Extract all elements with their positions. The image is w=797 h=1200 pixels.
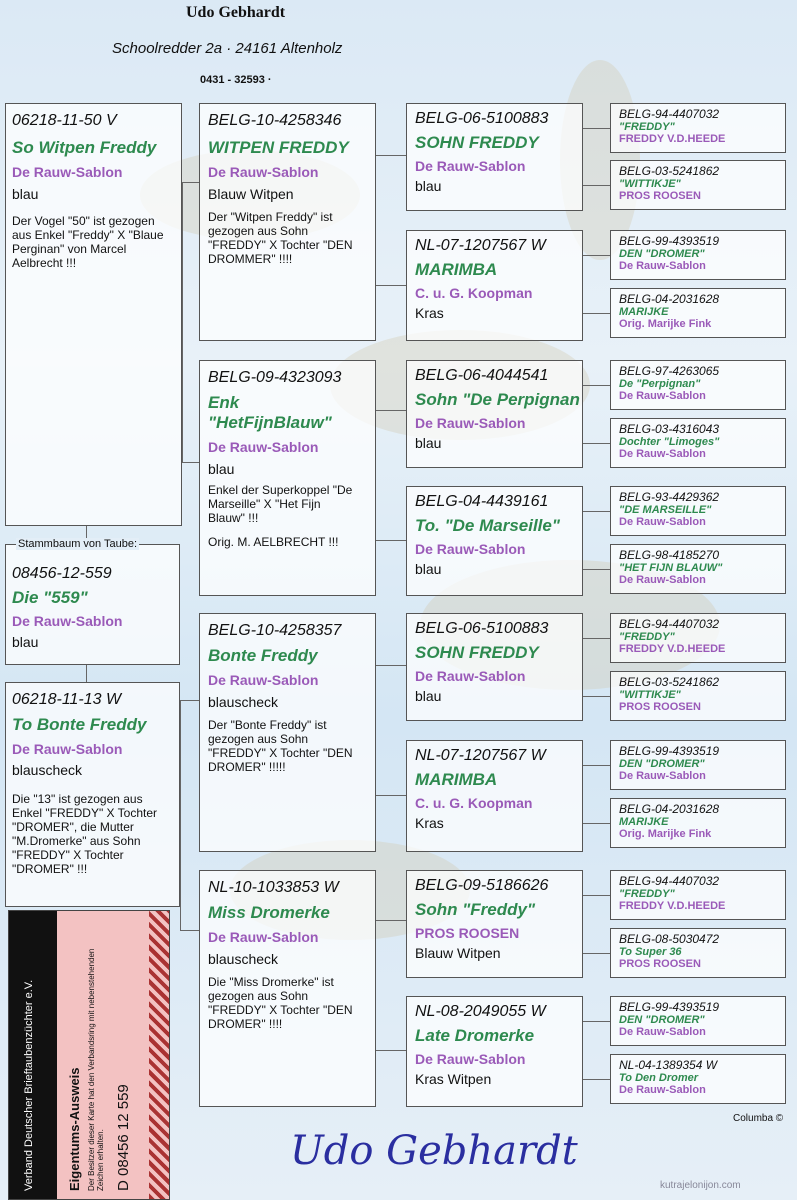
connector-line [376, 410, 406, 411]
ancestor-ring: BELG-94-4407032 [619, 874, 720, 888]
grandparent-ring: NL-10-1033853 W [208, 879, 339, 896]
main-pigeon-ring: 08456-12-559 [12, 565, 112, 582]
ancestor-ring: BELG-93-4429362 [619, 490, 720, 504]
ancestor-card [610, 798, 786, 848]
father-note: Der Vogel "50" ist gezogen aus Enkel "Freddy" X "Blaue Perginan" von Marcel Aelbrecht !!! [12, 214, 164, 270]
ancestor-ring: BELG-04-2031628 [619, 292, 720, 306]
pedigree-label: Stammbaum von Taube: [18, 538, 138, 550]
father-breeder: De Rauw-Sablon [12, 164, 123, 180]
mother-ring: 06218-11-13 W [12, 691, 122, 708]
great-grandparent-breeder: De Rauw-Sablon [415, 158, 526, 174]
grandparent-name: Bonte Freddy [208, 646, 318, 665]
ancestor-breeder: PROS ROOSEN [619, 958, 701, 970]
ancestor-breeder: PROS ROOSEN [619, 701, 701, 713]
connector-line [583, 696, 610, 697]
great-grandparent-color: Blauw Witpen [415, 945, 501, 961]
grandparent-card [199, 870, 376, 1107]
grandparent-breeder: De Rauw-Sablon [208, 929, 319, 945]
signature: Udo Gebhardt [290, 1128, 578, 1174]
main-pigeon-card [5, 538, 180, 665]
grandparent-ring: BELG-10-4258357 [208, 622, 342, 639]
ancestor-breeder: De Rauw-Sablon [619, 390, 706, 402]
ancestor-card [610, 671, 786, 721]
card-fine-print: Der Besitzer dieser Karte hat den Verbandsring mit nebenstehenden Zeichen erhalten. [87, 948, 105, 1191]
ancestor-ring: BELG-99-4393519 [619, 234, 720, 248]
ancestor-card [610, 996, 786, 1046]
connector-line [86, 664, 87, 682]
grandparent-breeder: De Rauw-Sablon [208, 672, 319, 688]
connector-line [583, 569, 610, 570]
columba-credit: Columba © [733, 1113, 784, 1124]
great-grandparent-color: blau [415, 178, 442, 194]
connector-line [583, 511, 610, 512]
connector-line [376, 285, 406, 286]
connector-line [182, 182, 183, 462]
grandparent-color: blauscheck [208, 694, 279, 710]
mother-name: To Bonte Freddy [12, 715, 147, 734]
ancestor-breeder: FREDDY V.D.HEEDE [619, 643, 726, 655]
grandparent-note: Die "Miss Dromerke" ist gezogen aus Sohn "FREDDY" X Tochter "DEN DROMER" !!!! [208, 975, 353, 1031]
ancestor-name: To Super 36 [619, 946, 682, 958]
connector-line [182, 462, 200, 463]
ancestor-name: Dochter "Limoges" [619, 436, 720, 448]
ancestor-breeder: De Rauw-Sablon [619, 1026, 706, 1038]
ancestor-name: "WITTIKJE" [619, 178, 681, 190]
ancestor-card [610, 870, 786, 920]
ancestor-card [610, 418, 786, 468]
mother-color: blauscheck [12, 762, 83, 778]
ancestor-name: MARIJKE [619, 306, 669, 318]
ancestor-breeder: Orig. Marijke Fink [619, 828, 712, 840]
great-grandparent-card [406, 230, 583, 341]
great-grandparent-ring: BELG-06-5100883 [415, 620, 549, 637]
ancestor-breeder: De Rauw-Sablon [619, 260, 706, 272]
great-grandparent-card [406, 740, 583, 852]
connector-line [583, 953, 610, 954]
ancestor-breeder: De Rauw-Sablon [619, 516, 706, 528]
mother-note: Die "13" ist gezogen aus Enkel "FREDDY" X Tochter "DROMER", die Mutter "M.Dromerke" aus Sohn "FREDDY" X Tochter "DROMER" !!! [12, 792, 158, 876]
connector-line [182, 182, 200, 183]
ancestor-name: "FREDDY" [619, 888, 675, 900]
great-grandparent-name: Sohn "De Perpignan [415, 390, 580, 409]
owner-name: Udo Gebhardt [186, 4, 286, 21]
connector-line [583, 313, 610, 314]
great-grandparent-color: Kras [415, 815, 444, 831]
ancestor-name: "FREDDY" [619, 631, 675, 643]
father-name: So Witpen Freddy [12, 138, 157, 157]
ancestor-ring: BELG-99-4393519 [619, 1000, 720, 1014]
ancestor-breeder: PROS ROOSEN [619, 190, 701, 202]
great-grandparent-name: MARIMBA [415, 260, 498, 279]
ancestor-ring: BELG-97-4263065 [619, 364, 720, 378]
connector-line [583, 255, 610, 256]
card-zigzag [149, 911, 169, 1199]
ancestor-card [610, 740, 786, 790]
ancestor-card [610, 288, 786, 338]
connector-line [180, 700, 200, 701]
great-grandparent-name: MARIMBA [415, 770, 498, 789]
ancestor-name: "WITTIKJE" [619, 689, 681, 701]
great-grandparent-ring: NL-08-2049055 W [415, 1003, 546, 1020]
connector-line [376, 1050, 406, 1051]
connector-line [376, 155, 406, 156]
ancestor-card [610, 103, 786, 153]
ancestor-ring: BELG-04-2031628 [619, 802, 720, 816]
great-grandparent-breeder: De Rauw-Sablon [415, 668, 526, 684]
great-grandparent-name: To. "De Marseille" [415, 516, 560, 535]
grandparent-note: Der "Bonte Freddy" ist gezogen aus Sohn "FREDDY" X Tochter "DEN DROMER" !!!!! [208, 718, 353, 774]
grandparent-ring: BELG-09-4323093 [208, 369, 342, 386]
father-card [5, 103, 182, 526]
grandparent-origin: Orig. M. AELBRECHT !!! [208, 535, 339, 549]
grandparent-name: Enk "HetFijnBlauw" [208, 393, 332, 432]
owner-phone: 0431 - 32593 · [200, 74, 272, 86]
great-grandparent-card [406, 486, 583, 596]
grandparent-note: Der "Witpen Freddy" ist gezogen aus Sohn "FREDDY" X Tochter "DEN DROMMER" !!!! [208, 210, 353, 266]
ancestor-breeder: Orig. Marijke Fink [619, 318, 712, 330]
ancestor-card [610, 160, 786, 210]
ancestor-ring: BELG-08-5030472 [619, 932, 720, 946]
ancestor-name: "HET FIJN BLAUW" [619, 562, 723, 574]
card-org: Verband Deutscher Brieftaubenzüchter e.V. [23, 979, 35, 1191]
ancestor-ring: BELG-03-5241862 [619, 675, 720, 689]
grandparent-name: Miss Dromerke [208, 903, 330, 922]
grandparent-card [199, 613, 376, 852]
ancestor-ring: BELG-03-5241862 [619, 164, 720, 178]
main-pigeon-breeder: De Rauw-Sablon [12, 613, 123, 629]
ancestor-card [610, 928, 786, 978]
father-ring: 06218-11-50 V [12, 112, 117, 129]
connector-line [376, 920, 406, 921]
father-color: blau [12, 186, 39, 202]
great-grandparent-breeder: PROS ROOSEN [415, 925, 520, 941]
great-grandparent-breeder: De Rauw-Sablon [415, 541, 526, 557]
card-title: Eigentums-Ausweis [67, 1067, 82, 1191]
ancestor-breeder: De Rauw-Sablon [619, 574, 706, 586]
connector-line [583, 128, 610, 129]
great-grandparent-ring: BELG-06-4044541 [415, 367, 549, 384]
grandparent-color: Blauw Witpen [208, 186, 294, 202]
ancestor-name: To Den Dromer [619, 1072, 699, 1084]
great-grandparent-breeder: De Rauw-Sablon [415, 415, 526, 431]
connector-line [583, 443, 610, 444]
great-grandparent-color: blau [415, 688, 442, 704]
grandparent-color: blauscheck [208, 951, 279, 967]
great-grandparent-ring: BELG-06-5100883 [415, 110, 549, 127]
ancestor-name: DEN "DROMER" [619, 248, 705, 260]
connector-line [180, 930, 200, 931]
card-ring: D 08456 12 559 [115, 1084, 132, 1191]
ancestor-name: De "Perpignan" [619, 378, 701, 390]
mother-breeder: De Rauw-Sablon [12, 741, 123, 757]
connector-line [583, 1079, 610, 1080]
ancestor-name: "DE MARSEILLE" [619, 504, 712, 516]
ancestor-card [610, 486, 786, 536]
connector-line [376, 540, 406, 541]
connector-line [180, 700, 181, 930]
ancestor-breeder: De Rauw-Sablon [619, 770, 706, 782]
great-grandparent-color: Kras [415, 305, 444, 321]
ancestor-card [610, 360, 786, 410]
great-grandparent-breeder: C. u. G. Koopman [415, 285, 533, 301]
ancestor-card [610, 544, 786, 594]
ancestor-ring: BELG-94-4407032 [619, 617, 720, 631]
grandparent-name: WITPEN FREDDY [208, 138, 349, 157]
great-grandparent-name: Sohn "Freddy" [415, 900, 536, 919]
ancestor-breeder: De Rauw-Sablon [619, 448, 706, 460]
connector-line [583, 638, 610, 639]
ancestor-name: DEN "DROMER" [619, 758, 705, 770]
great-grandparent-card [406, 870, 583, 978]
ownership-card [8, 910, 170, 1200]
connector-line [376, 665, 406, 666]
great-grandparent-breeder: De Rauw-Sablon [415, 1051, 526, 1067]
great-grandparent-name: Late Dromerke [415, 1026, 535, 1045]
mother-card [5, 682, 180, 907]
grandparent-breeder: De Rauw-Sablon [208, 164, 319, 180]
ancestor-card [610, 1054, 786, 1104]
ancestor-ring: NL-04-1389354 W [619, 1058, 718, 1072]
great-grandparent-card [406, 613, 583, 721]
great-grandparent-card [406, 360, 583, 468]
ancestor-card [610, 230, 786, 280]
ancestor-breeder: De Rauw-Sablon [619, 1084, 706, 1096]
great-grandparent-color: blau [415, 561, 442, 577]
ancestor-name: "FREDDY" [619, 121, 675, 133]
great-grandparent-color: Kras Witpen [415, 1071, 492, 1087]
ancestor-name: MARIJKE [619, 816, 669, 828]
great-grandparent-name: SOHN FREDDY [415, 133, 539, 152]
connector-line [583, 823, 610, 824]
watermark: kutrajelonijon.com [660, 1180, 741, 1191]
grandparent-breeder: De Rauw-Sablon [208, 439, 319, 455]
ancestor-ring: BELG-03-4316043 [619, 422, 720, 436]
great-grandparent-ring: NL-07-1207567 W [415, 237, 546, 254]
ancestor-card [610, 613, 786, 663]
ancestor-ring: BELG-94-4407032 [619, 107, 720, 121]
grandparent-color: blau [208, 461, 235, 477]
ancestor-ring: BELG-98-4185270 [619, 548, 720, 562]
connector-line [583, 385, 610, 386]
connector-line [583, 1021, 610, 1022]
ancestor-breeder: FREDDY V.D.HEEDE [619, 900, 726, 912]
connector-line [583, 185, 610, 186]
connector-line [583, 895, 610, 896]
great-grandparent-card [406, 103, 583, 211]
grandparent-card [199, 103, 376, 341]
great-grandparent-ring: BELG-04-4439161 [415, 493, 549, 510]
great-grandparent-ring: BELG-09-5186626 [415, 877, 549, 894]
great-grandparent-breeder: C. u. G. Koopman [415, 795, 533, 811]
connector-line [376, 795, 406, 796]
ancestor-name: DEN "DROMER" [619, 1014, 705, 1026]
great-grandparent-card [406, 996, 583, 1107]
grandparent-card [199, 360, 376, 596]
great-grandparent-name: SOHN FREDDY [415, 643, 539, 662]
grandparent-note: Enkel der Superkoppel "De Marseille" X "Het Fijn Blauw" !!! [208, 483, 353, 525]
main-pigeon-name: Die "559" [12, 588, 88, 607]
grandparent-ring: BELG-10-4258346 [208, 112, 342, 129]
main-pigeon-color: blau [12, 634, 39, 650]
ancestor-breeder: FREDDY V.D.HEEDE [619, 133, 726, 145]
great-grandparent-color: blau [415, 435, 442, 451]
great-grandparent-ring: NL-07-1207567 W [415, 747, 546, 764]
connector-line [583, 765, 610, 766]
owner-address: Schoolredder 2a · 24161 Altenholz [112, 40, 343, 57]
ancestor-ring: BELG-99-4393519 [619, 744, 720, 758]
